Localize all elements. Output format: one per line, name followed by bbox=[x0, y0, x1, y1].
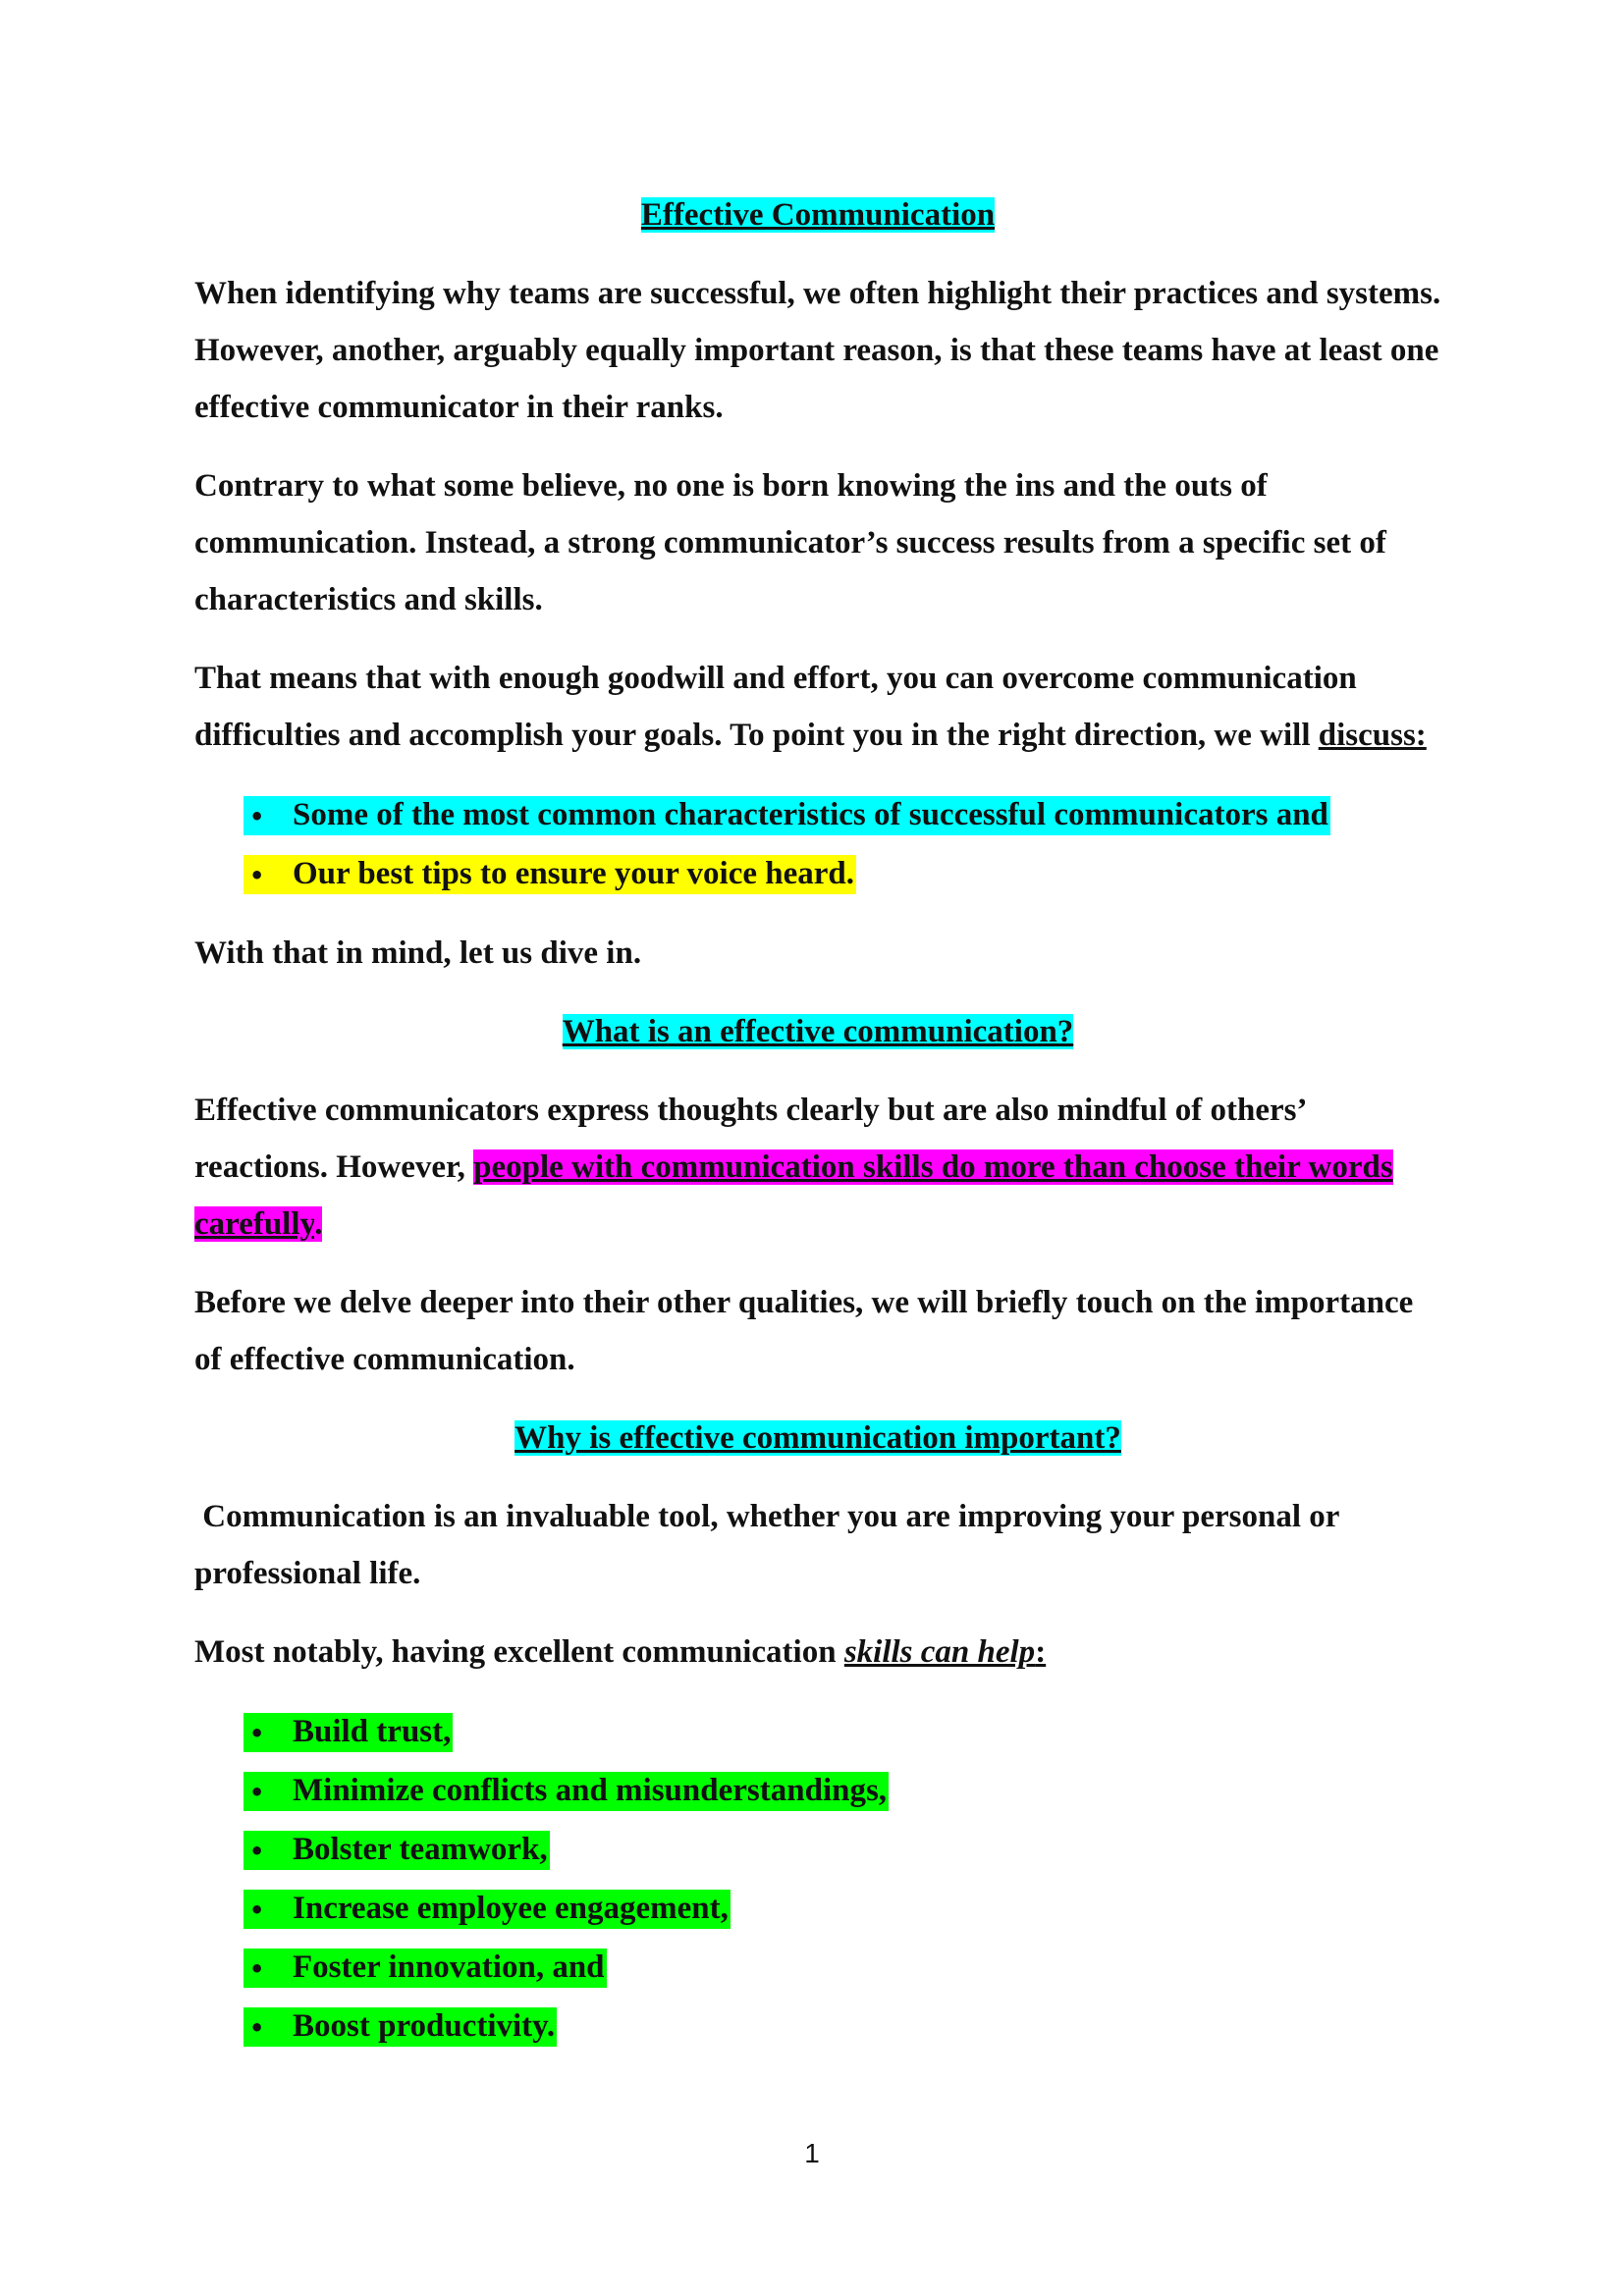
list-item-highlight bbox=[244, 1949, 607, 1988]
list-item-highlight bbox=[244, 796, 1330, 835]
list-item-highlight bbox=[244, 855, 856, 894]
page-title bbox=[194, 187, 1441, 243]
bullet-icon: • bbox=[249, 862, 265, 889]
title-text: Effective Communication bbox=[640, 197, 996, 233]
list-item-highlight bbox=[244, 1772, 889, 1811]
paragraph-contrary: Contrary to what some believe, no one is born knowing the ins and the outs of communication. Instead, a strong communicator’s success results from a specific set of characteristics and skills. bbox=[194, 468, 1386, 617]
document-body bbox=[194, 187, 1441, 2077]
highlighted-phrase: people with communication skills do more than choose their words carefully bbox=[194, 1149, 1393, 1242]
paragraph-intro: When identifying why teams are successful, we often highlight their practices and systems. However, another, arguably equally important reason, is that these teams have at least one effective communicator in their ranks. bbox=[194, 276, 1441, 425]
list-item-text: Some of the most common characteristics of successful communicators and bbox=[293, 797, 1328, 832]
paragraph-goodwill bbox=[194, 650, 1441, 764]
list-item-text: Boost productivity. bbox=[293, 2008, 556, 2044]
list-item bbox=[244, 1997, 1441, 2056]
list-item-text: Minimize conflicts and misunderstandings, bbox=[293, 1773, 888, 1808]
bullet-icon: • bbox=[249, 1779, 265, 1806]
list-item bbox=[244, 1702, 1441, 1761]
list-item-text: Increase employee engagement, bbox=[293, 1891, 729, 1926]
paragraph-invaluable-tool: Communication is an invaluable tool, whether you are improving your personal or professional life. bbox=[194, 1499, 1348, 1591]
list-item-highlight bbox=[244, 2007, 557, 2047]
list-item bbox=[244, 1820, 1441, 1879]
bullet-icon: • bbox=[249, 1720, 265, 1747]
section-heading-why bbox=[194, 1410, 1441, 1467]
list-item-text: Bolster teamwork, bbox=[293, 1832, 548, 1867]
list-item bbox=[244, 1938, 1441, 1997]
bullet-icon: • bbox=[249, 1838, 265, 1865]
section-heading-what-text: What is an effective communication? bbox=[562, 1014, 1074, 1049]
paragraph-dive-in: With that in mind, let us dive in. bbox=[194, 935, 642, 971]
discussion-list bbox=[194, 785, 1441, 903]
benefits-list bbox=[194, 1702, 1441, 2056]
list-item-text: Our best tips to ensure your voice heard. bbox=[293, 856, 855, 891]
bullet-icon: • bbox=[249, 803, 265, 830]
paragraph-effective-text: Effective communicators express thoughts clearly but are also mindful of others’ reactions. However, bbox=[194, 1093, 1306, 1185]
highlighted-period: . bbox=[314, 1206, 323, 1242]
bullet-icon: • bbox=[249, 1955, 265, 1983]
list-item-text: Build trust, bbox=[293, 1714, 452, 1749]
list-item bbox=[244, 785, 1441, 844]
list-item bbox=[244, 1879, 1441, 1938]
bullet-icon: • bbox=[249, 2014, 265, 2042]
paragraph-most-notably bbox=[194, 1624, 1441, 1681]
paragraph-goodwill-text: That means that with enough goodwill and effort, you can overcome communication difficulties and accomplish your goals. To point you in the right direction, we will bbox=[194, 661, 1357, 753]
list-item-highlight bbox=[244, 1831, 550, 1870]
list-item-text: Foster innovation, and bbox=[293, 1949, 605, 1985]
section-heading-what bbox=[194, 1003, 1441, 1060]
discuss-underlined: discuss: bbox=[1318, 718, 1427, 753]
colon-underlined: : bbox=[1035, 1634, 1047, 1670]
paragraph-effective-communicators bbox=[194, 1082, 1441, 1253]
section-heading-why-text: Why is effective communication important? bbox=[514, 1420, 1121, 1456]
skills-can-help-emphasis: skills can help bbox=[843, 1634, 1036, 1670]
page-number: 1 bbox=[804, 2138, 820, 2168]
paragraph-most-notably-text: Most notably, having excellent communication bbox=[194, 1634, 844, 1670]
paragraph-delve-deeper: Before we delve deeper into their other qualities, we will briefly touch on the importance of effective communication. bbox=[194, 1285, 1414, 1377]
bullet-icon: • bbox=[249, 1896, 265, 1924]
list-item-highlight bbox=[244, 1890, 731, 1929]
list-item bbox=[244, 1761, 1441, 1820]
list-item bbox=[244, 844, 1441, 903]
list-item-highlight bbox=[244, 1713, 453, 1752]
